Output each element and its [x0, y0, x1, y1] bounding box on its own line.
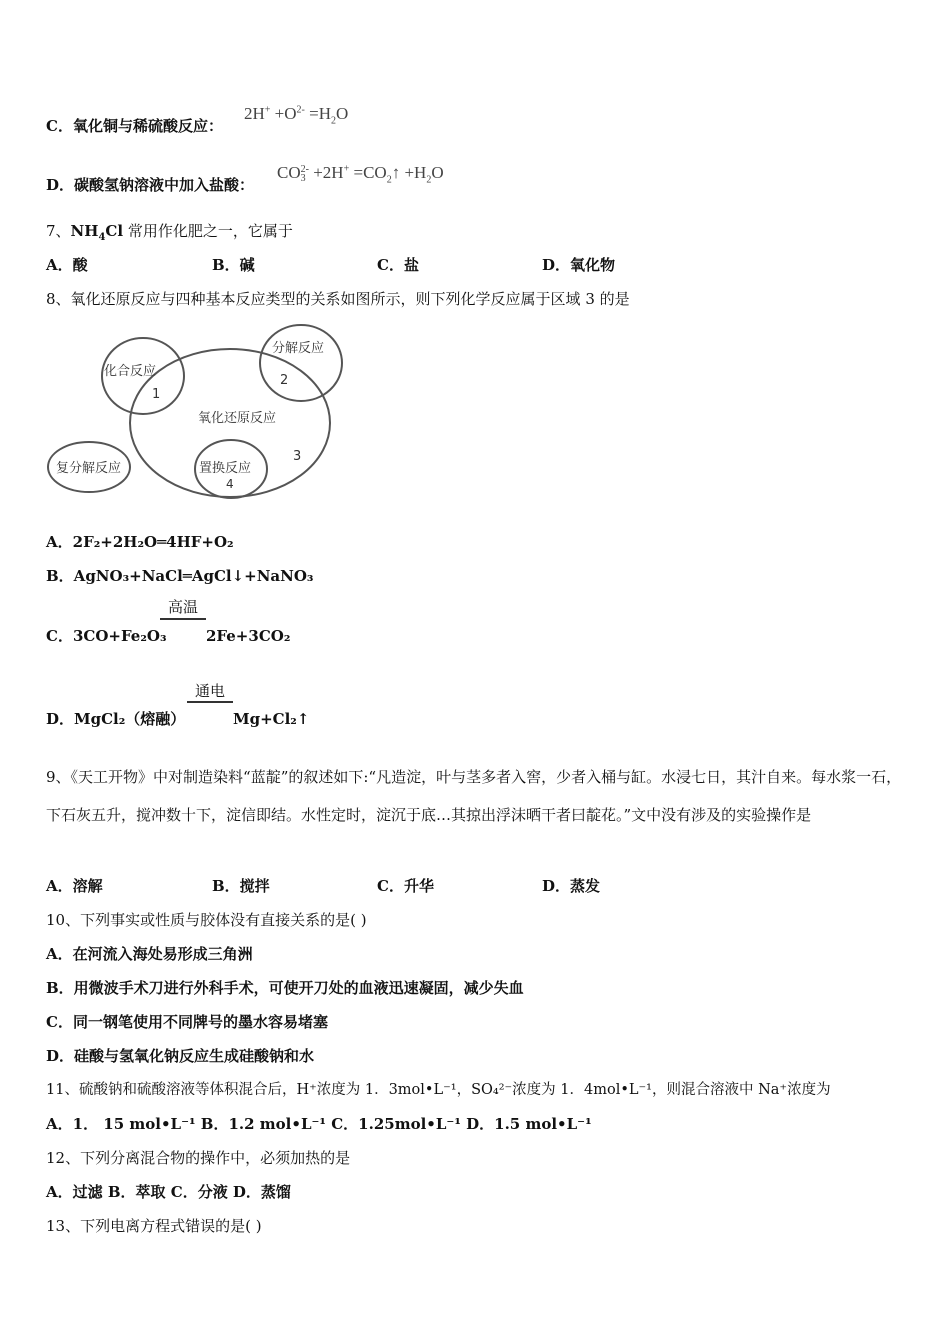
region-4-label: 4: [226, 477, 234, 491]
q8-option-d-left: D．MgCl₂（熔融）: [46, 710, 186, 728]
q12-options: A．过滤 B．萃取 C．分液 D．蒸馏: [46, 1183, 291, 1201]
q8-option-d-arrow-bar: [187, 701, 233, 703]
q6-option-d-formula: CO 2- 3 $+2H^+ =CO_2↑ +H_2O$: [277, 163, 444, 186]
q7-stem: 7、$NH_4Cl$ 常用作化肥之一，它属于: [46, 222, 293, 243]
q9-option-a: A．溶解: [46, 877, 103, 895]
q6-option-c-formula: $2H^+ +O^{2-} =H_2O$: [244, 104, 349, 127]
q8-option-c-right: 2Fe+3CO₂: [206, 627, 291, 645]
q11-options: A．1． 15 mol•L⁻¹ B．1.2 mol•L⁻¹ C．1.25mol•L⁻¹ D．1.5 mol•L⁻¹: [46, 1115, 592, 1133]
region-2-label: 2: [280, 373, 289, 388]
q13-stem: 13、下列电离方程式错误的是( ): [46, 1217, 262, 1235]
q7-option-a: A．酸: [46, 256, 88, 274]
q6-option-d-label: D．碳酸氢钠溶液中加入盐酸：: [46, 176, 255, 194]
q9-option-b: B．搅拌: [212, 877, 270, 895]
q9-option-c: C．升华: [377, 877, 434, 895]
region-1-label: 1: [152, 387, 161, 402]
redox-label: 氧化还原反应: [198, 411, 277, 426]
q8-option-a: A．2F₂+2H₂O═4HF+O₂: [46, 533, 234, 551]
q7-option-b: B．碱: [212, 256, 255, 274]
q12-stem: 12、下列分离混合物的操作中，必须加热的是: [46, 1149, 351, 1167]
q8-stem: 8、氧化还原反应与四种基本反应类型的关系如图所示，则下列化学反应属于区域 3 的是: [46, 290, 630, 308]
q9-stem: 9、《天工开物》中对制造染料“蓝靛”的叙述如下:“凡造淀，叶与茎多者入窖，少者入桶与缸。水浸七日，其汁自来。每水浆一石，下石灰五升，搅冲数十下，淀信即结。水性定时，淀沉于底…其掠出浮沫晒干者曰靛花。”文中没有涉及的实验操作是: [46, 768, 902, 824]
decomposition-reaction-circle: [260, 325, 342, 401]
q8-option-c-left: C．3CO+Fe₂O₃: [46, 627, 167, 645]
q8-option-b: B．AgNO₃+NaCl═AgCl↓+NaNO₃: [46, 567, 314, 585]
region-3-label: 3: [293, 449, 302, 464]
q10-stem: 10、下列事实或性质与胶体没有直接关系的是( ): [46, 911, 367, 929]
q10-option-d: D．硅酸与氢氧化钠反应生成硅酸钠和水: [46, 1047, 315, 1065]
double-displacement-label: 复分解反应: [56, 461, 122, 476]
q11-stem: 11、硫酸钠和硫酸溶液等体积混合后，H⁺浓度为 1．3mol•L⁻¹，SO₄²⁻浓度为 1．4mol•L⁻¹，则混合溶液中 Na⁺浓度为: [46, 1082, 831, 1098]
q6-option-c-label: C．氧化铜与稀硫酸反应：: [46, 117, 223, 135]
q8-option-d-condition: 通电: [194, 682, 225, 700]
q7-option-c: C．盐: [377, 256, 419, 274]
reaction-type-venn-diagram: [40, 318, 350, 508]
q10-option-a: A．在河流入海处易形成三角洲: [46, 945, 253, 963]
q8-option-d-right: Mg+Cl₂↑: [233, 710, 310, 728]
q7-option-d: D．氧化物: [542, 256, 616, 274]
decomposition-label: 分解反应: [272, 341, 325, 356]
displacement-label: 置换反应: [199, 461, 252, 476]
q9-option-d: D．蒸发: [542, 877, 601, 895]
q8-option-c-condition: 高温: [167, 598, 198, 616]
combination-label: 化合反应: [104, 364, 157, 379]
q10-option-c: C．同一钢笔使用不同牌号的墨水容易堵塞: [46, 1013, 328, 1031]
q10-option-b: B．用微波手术刀进行外科手术，可使开刀处的血液迅速凝固，减少失血: [46, 979, 524, 997]
q8-option-c-arrow-bar: [160, 618, 206, 620]
